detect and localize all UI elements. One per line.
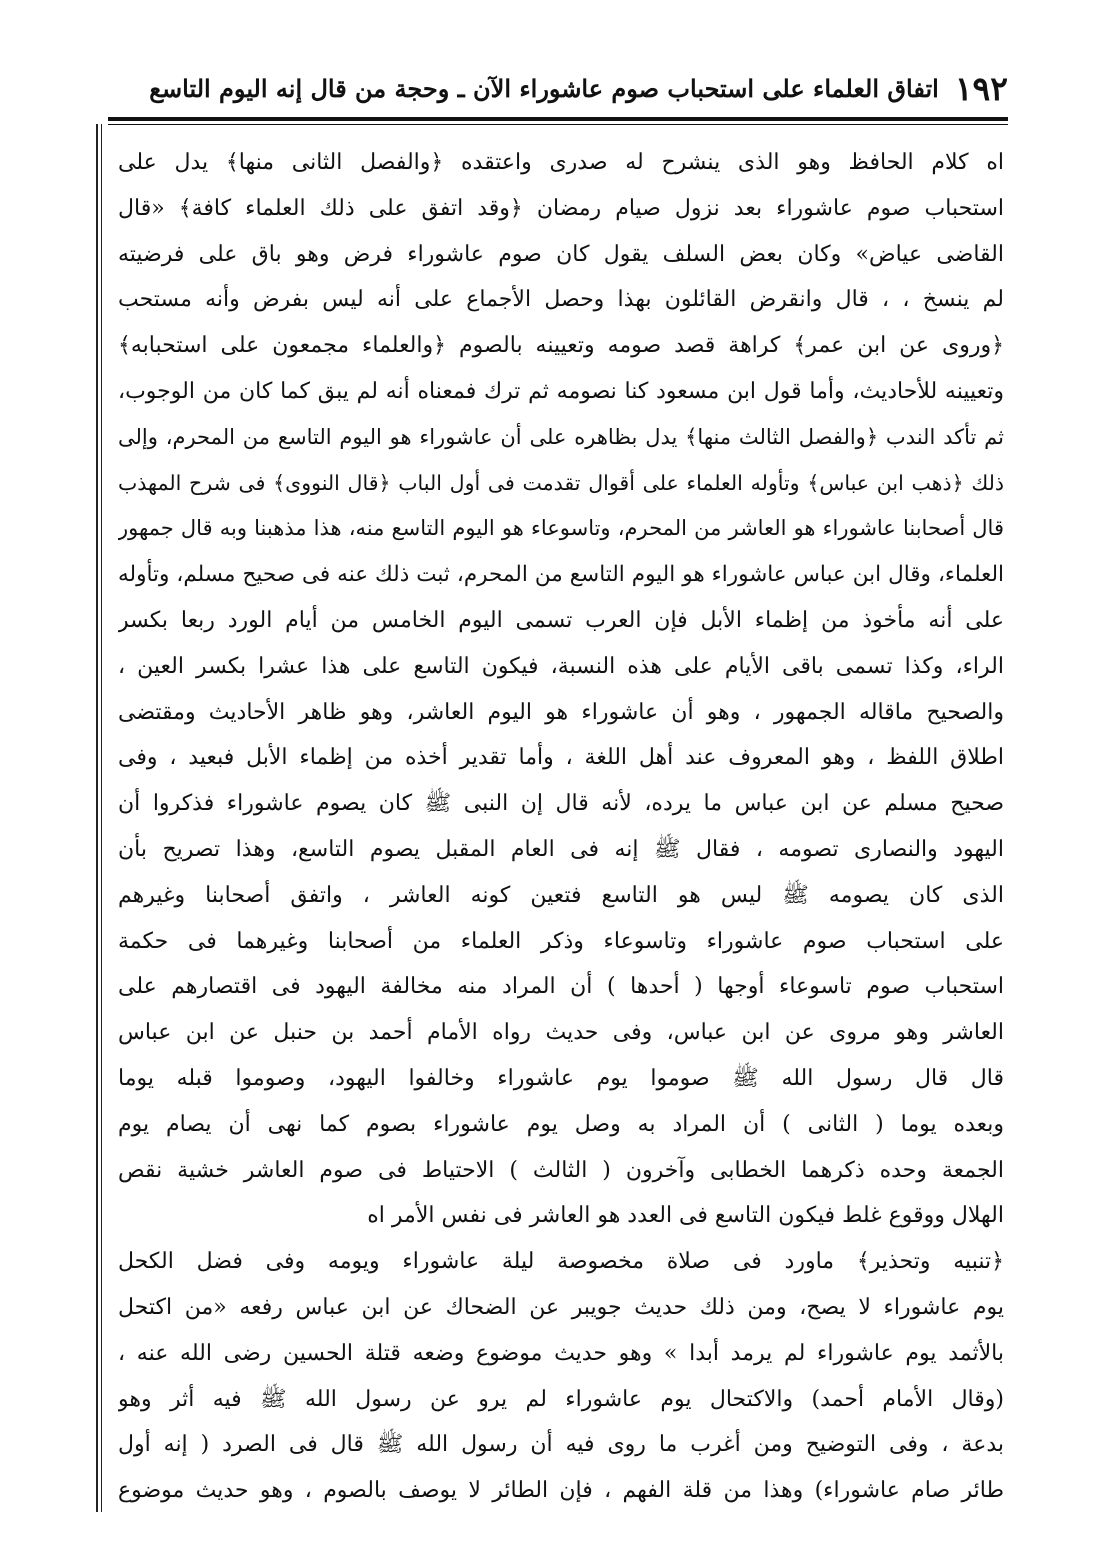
header-rule-thick (108, 117, 1008, 121)
header-rule-thin (108, 124, 1008, 125)
text-line: بالأثمد يوم عاشوراء لم يرمد أبدا » وهو حديث موضوع وضعه قتلة الحسين رضى الله عنه ، (118, 1340, 1004, 1366)
text-line: الراء، وكذا تسمى باقى الأيام على هذه النسبة، فيكون التاسع على هذا عشرا بكسر العين ، (118, 653, 1004, 679)
text-line: والصحيح ماقاله الجمهور ، وهو أن عاشوراء هو اليوم العاشر، وهو ظاهر الأحاديث ومقتضى (118, 699, 1004, 725)
running-header (108, 62, 1008, 114)
text-line: اطلاق اللفظ ، وهو المعروف عند أهل اللغة ، وأما تقدير أخذه من إظماء الأبل فبعيد ، وفى (118, 745, 1004, 771)
text-line: على استحباب صوم عاشوراء وتاسوعاء وذكر العلماء من أصحابنا وغيرهما فى حكمة (118, 928, 1004, 954)
text-line: الذى كان يصومه ﷺ ليس هو التاسع فتعين كونه العاشر ، واتفق أصحابنا وغيرهم (118, 882, 1004, 908)
text-line: وتعيينه للأحاديث، وأما قول ابن مسعود كنا نصومه ثم ترك فمعناه أنه لم يبق كما كان من الوجوب، (118, 378, 1004, 404)
text-line: العاشر وهو مروى عن ابن عباس، وفى حديث رواه الأمام أحمد بن حنبل عن ابن عباس (118, 1020, 1004, 1046)
text-line: وبعده يوما ( الثانى ) أن المراد به وصل يوم عاشوراء بصوم كما نهى أن يصام يوم (118, 1111, 1004, 1137)
margin-line-inner (101, 124, 102, 1512)
text-line: طائر صام عاشوراء) وهذا من قلة الفهم ، فإن الطائر لا يوصف بالصوم ، وهو حديث موضوع (118, 1478, 1004, 1504)
body-text (118, 140, 1004, 1514)
text-line: بدعة ، وفى التوضيح ومن أغرب ما روى فيه أن رسول الله ﷺ قال فى الصرد ( إنه أول (118, 1432, 1004, 1458)
text-line: استحباب صوم تاسوعاء أوجها ( أحدها ) أن المراد منه مخالفة اليهود فى اقتصارهم على (118, 974, 1004, 1000)
text-line: (وقال الأمام أحمد) والاكتحال يوم عاشوراء لم يرو عن رسول الله ﷺ فيه أثر وهو (118, 1386, 1004, 1412)
text-line: ثم تأكد الندب ﴿والفصل الثالث منها﴾ يدل بظاهره على أن عاشوراء هو اليوم التاسع من المحرم، وإلى (118, 424, 1004, 449)
text-line: ﴿وروى عن ابن عمر﴾ كراهة قصد صومه وتعيينه بالصوم ﴿والعلماء مجمعون على استحبابه﴾ (118, 333, 1004, 359)
text-line: يوم عاشوراء لا يصح، ومن ذلك حديث جويبر عن الضحاك عن ابن عباس رفعه «من اكتحل (118, 1294, 1004, 1320)
text-line: اه كلام الحافظ وهو الذى ينشرح له صدرى واعتقده ﴿والفصل الثانى منها﴾ يدل على (118, 150, 1004, 175)
header-title: اتفاق العلماء على استحباب صوم عاشوراء الآن ـ وحجة من قال إنه اليوم التاسع (149, 73, 939, 103)
text-line: قال قال رسول الله ﷺ صوموا يوم عاشوراء وخالفوا اليهود، وصوموا قبله يوما (118, 1065, 1004, 1091)
text-line: القاضى عياض» وكان بعض السلف يقول كان صوم عاشوراء فرض وهو باق على فرضيته (118, 241, 1004, 267)
text-line: قال أصحابنا عاشوراء هو العاشر من المحرم، وتاسوعاء هو اليوم التاسع منه، هذا مذهبنا وبه قال جمهور (118, 516, 1004, 541)
text-line: اليهود والنصارى تصومه ، فقال ﷺ إنه فى العام المقبل يصوم التاسع، وهذا تصريح بأن (118, 836, 1004, 862)
text-line: الهلال ووقوع غلط فيكون التاسع فى العدد هو العاشر فى نفس الأمر اه (367, 1203, 1004, 1229)
text-line: الجمعة وحده ذكرهما الخطابى وآخرون ( الثالث ) الاحتياط فى صوم العاشر خشية نقص (118, 1157, 1004, 1183)
margin-line (96, 124, 98, 1512)
text-line: ﴿تنبيه وتحذير﴾ ماورد فى صلاة مخصوصة ليلة عاشوراء ويومه وفى فضل الكحل (118, 1249, 1004, 1275)
text-line: على أنه مأخوذ من إظماء الأبل فإن العرب تسمى اليوم الخامس من أيام الورد ربعا بكسر (118, 607, 1004, 633)
text-line: ذلك ﴿ذهب ابن عباس﴾ وتأوله العلماء على أقوال تقدمت فى أول الباب ﴿قال النووى﴾ فى شرح المهذب (118, 470, 1004, 495)
text-line: العلماء، وقال ابن عباس عاشوراء هو اليوم التاسع من المحرم، ثبت ذلك عنه فى صحيح مسلم، وتأوله (118, 562, 1004, 588)
text-line: استحباب صوم عاشوراء بعد نزول صيام رمضان ﴿وقد اتفق على ذلك العلماء كافة﴾ «قال (118, 195, 1004, 221)
text-line: صحيح مسلم عن ابن عباس ما يرده، لأنه قال إن النبى ﷺ كان يصوم عاشوراء فذكروا أن (118, 791, 1004, 817)
page-number: ١٩٢ (954, 68, 1008, 108)
text-line: لم ينسخ ، ، قال وانقرض القائلون بهذا وحصل الأجماع على أنه ليس بفرض وأنه مستحب (118, 287, 1004, 313)
